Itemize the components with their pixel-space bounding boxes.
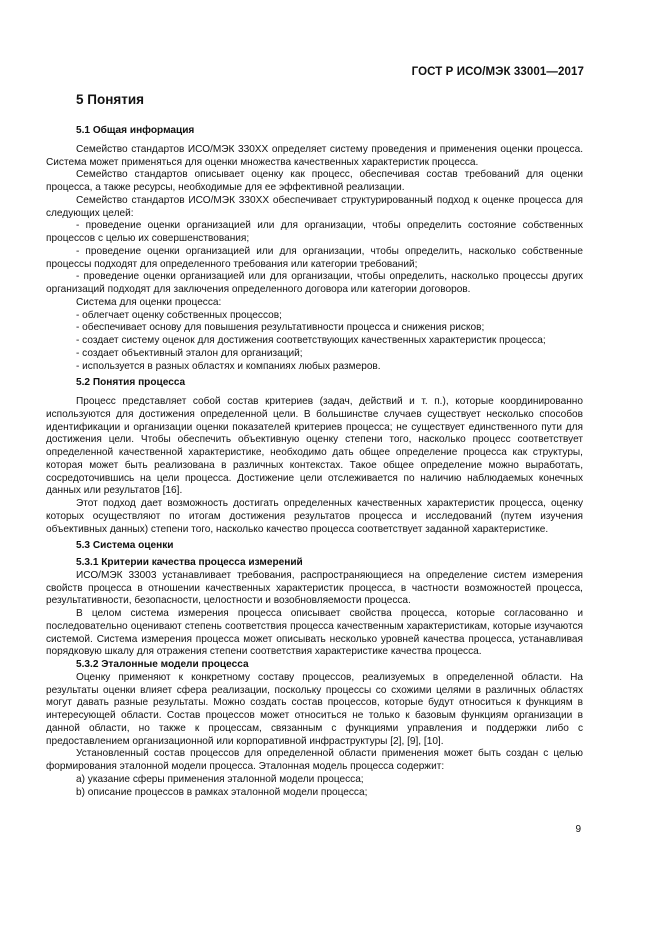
section-title: 5 Понятия [76,92,145,107]
paragraph: Семейство стандартов описывает оценку как процесс, обеспечивая состав требований для оценки процесса, а также ресурсы, необходимые для ее эффективной реализации. [46,169,583,193]
paragraph: Процесс представляет собой состав критериев (задач, действий и т. п.), которые координированно используются для достижения определенной цели. В большинстве случаев существует несколько способов идентификации и организации оценки показателей критериев процесса; не существует единственного пути для достижения цели. Чтобы обеспечить объективную оценку степени того, насколько процесс соответствует определенной качественной характеристике, необходимо дать общее определение процесса как структуры, которая может быть реализована в различных контекстах. Такое общее определение можно выработать, сосредоточившись на цели процесса. Достижение цели отслеживается по наличию наблюдаемых конечных данных или результатов [16]. [46,396,583,497]
paragraph: Семейство стандартов ИСО/МЭК 330ХХ определяет систему проведения и применения оценки процесса. Система может применяться для оценки множества качественных характеристик процесса. [46,143,583,168]
subsection-title-5-3-2: 5.3.2 Эталонные модели процесса [76,659,249,670]
list-item: - проведение оценки организацией или для организации, чтобы определить, насколько процессы других организаций подходят для заключения определенного договора или категории договоров. [46,271,583,295]
list-item: - создает объективный эталон для организаций; [76,347,303,359]
list-item: - используется в разных областях и компаниях любых размеров. [76,360,381,372]
list-item: - создает систему оценок для достижения соответствующих качественных характеристик процесса; [76,335,546,346]
paragraph: Семейство стандартов ИСО/МЭК 330ХХ обеспечивает структурированный подход к оценке процесса для следующих целей: [46,194,583,219]
list-item: - проведение оценки организацией или для организации, чтобы определить, насколько собственные процессы подходят для определенного требования или категории требований; [46,245,583,270]
document-code: ГОСТ Р ИСО/МЭК 33001—2017 [411,66,584,78]
subsection-title-5-1: 5.1 Общая информация [76,125,195,136]
subsection-title-5-3: 5.3 Система оценки [76,540,174,552]
paragraph: Оценку применяют к конкретному составу процессов, реализуемых в определенной области. На результаты оценки влияет сфера реализации, поскольку процессы со схожими целями в различных областях могут давать разные результаты. Можно создать состав процессов, которые будут относиться к функциям в интересующей области. Состав процессов может относиться не только к базовым функциям организации в данной области, но также к процессам, связанным с функциями управления и поддержки либо с предоставлением организационной или корпоративной инфраструктуры [2], [9], [10]. [46,671,583,747]
paragraph: Этот подход дает возможность достигать определенных качественных характеристик процесса, оценку которых осуществляют по итогам достижения результатов процесса и исследований (путем изучения объективных данных) степени того, насколько качество процесса соответствует заданной характеристике. [46,498,583,535]
paragraph: Установленный состав процессов для определенной области применения может быть создан с целью формирования эталонной модели процесса. Эталонная модель процесса содержит: [46,748,583,772]
list-item: - облегчает оценку собственных процессов; [76,309,282,321]
subsection-title-5-3-1: 5.3.1 Критерии качества процесса измерений [76,557,303,568]
list-item: a) указание сферы применения эталонной модели процесса; [76,773,364,785]
page-number: 9 [575,824,581,835]
paragraph: Система для оценки процесса: [76,296,222,308]
page-body [46,92,583,799]
paragraph: ИСО/МЭК 33003 устанавливает требования, распространяющиеся на определение систем измерения свойств процесса в отношении качественных характеристик процесса, в частности возможностей процесса, результативности, безопасности, целостности и возобновляемости процесса. [46,569,583,607]
subsection-title-5-2: 5.2 Понятия процесса [76,377,186,389]
list-item: - обеспечивает основу для повышения результативности процесса и снижения рисков; [76,322,485,334]
list-item: b) описание процессов в рамках эталонной модели процесса; [76,786,368,798]
list-item: - проведение оценки организацией или для организации, чтобы определить состояние собственных процессов с целью их совершенствования; [46,220,583,244]
paragraph: В целом система измерения процесса описывает свойства процесса, которые согласованно и последовательно оценивают степень соответствия процесса качественным характеристикам, которые изучаются системой. Система измерения процесса может описывать несколько уровней качества процесса, устанавливая порядковую шкалу для отражения степени соответствия характеристике качества процесса. [46,608,583,658]
